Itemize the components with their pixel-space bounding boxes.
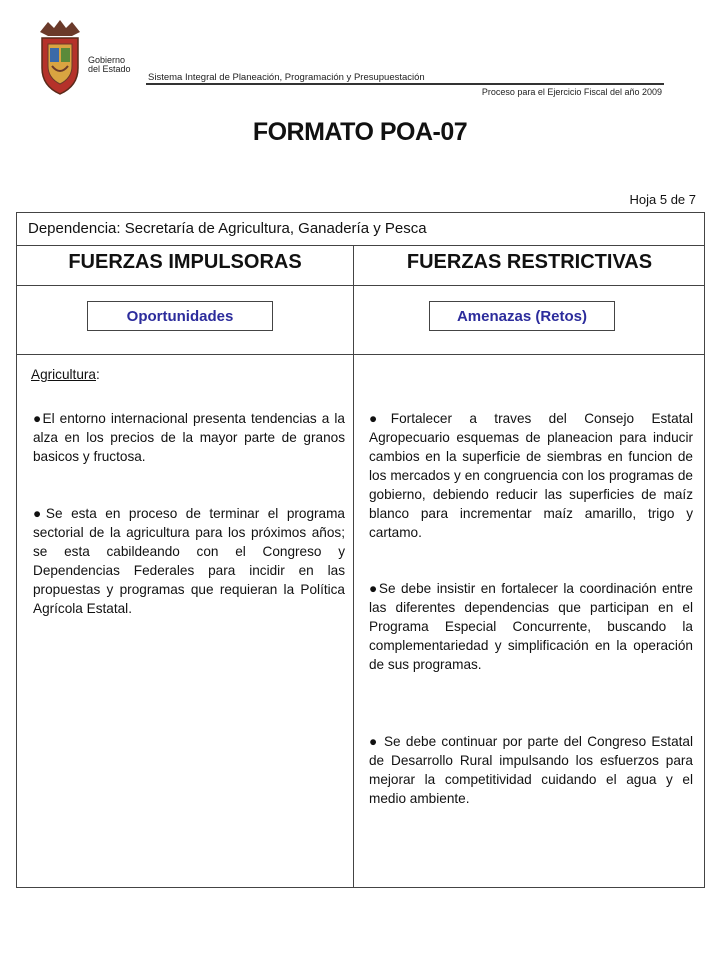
threat-item-3: ● Se debe continuar por parte del Congreso Estatal de Desarrollo Rural impulsando los esfuerzos para mejorar la competitividad cuidando el agua y el medio ambiente. bbox=[369, 734, 693, 806]
dependencia-label: Dependencia: Secretaría de Agricultura, Ganadería y Pesca bbox=[28, 220, 427, 237]
amenazas-box: Amenazas (Retos) bbox=[429, 301, 615, 331]
column-divider bbox=[353, 245, 354, 887]
section-colon: : bbox=[95, 367, 100, 382]
divider-dependencia bbox=[17, 245, 704, 246]
gobierno-line-2: del Estado bbox=[88, 64, 131, 74]
state-seal-logo bbox=[36, 18, 84, 96]
process-label: Proceso para el Ejercicio Fiscal del año 2009 bbox=[481, 87, 662, 97]
opportunity-item-1: ●El entorno internacional presenta tendencias a la alza en los precios de la mayor parte de granos basicos y fructosa. bbox=[33, 411, 345, 464]
poa-table bbox=[16, 212, 705, 888]
threat-item-2: ●Se debe insistir en fortalecer la coordinación entre las diferentes dependencias que participan en el Programa Especial Concurrente, buscando la complementariedad y simplificación en la operación de sus programas. bbox=[369, 581, 693, 672]
oportunidades-box: Oportunidades bbox=[87, 301, 273, 331]
divider-headers bbox=[17, 285, 704, 286]
gobierno-line-1: Gobierno bbox=[88, 55, 126, 65]
opportunity-item-2: ●Se esta en proceso de terminar el programa sectorial de la agricultura para los próximos años; se esta cabildeando con el Congreso y Dependencias Federales para incidir en las propuestas y programas que requieran la Política Agrícola Estatal. bbox=[33, 506, 345, 616]
page-number: Hoja 5 de 7 bbox=[629, 192, 696, 207]
header-fuerzas-impulsoras: FUERZAS IMPULSORAS bbox=[68, 251, 302, 273]
threat-item-1: ●Fortalecer a traves del Consejo Estatal Agropecuario esquemas de planeacion para inducir cambios en la superficie de siembras en funcion de los mercados y en congruencia con los programas de gobierno, debiendo reducir las superficies de maíz blanco para incrementar maíz amarillo, trigo y cartamo. bbox=[369, 411, 693, 540]
header-fuerzas-restrictivas: FUERZAS RESTRICTIVAS bbox=[406, 251, 653, 273]
divider-subheaders bbox=[17, 354, 704, 355]
section-agricultura bbox=[31, 367, 100, 382]
system-name: Sistema Integral de Planeación, Programación y Presupuestación bbox=[148, 72, 425, 83]
gobierno-label bbox=[88, 56, 131, 74]
page-title: FORMATO POA-07 bbox=[252, 118, 468, 146]
header-rule bbox=[146, 83, 664, 85]
section-label: Agricultura bbox=[31, 367, 96, 382]
